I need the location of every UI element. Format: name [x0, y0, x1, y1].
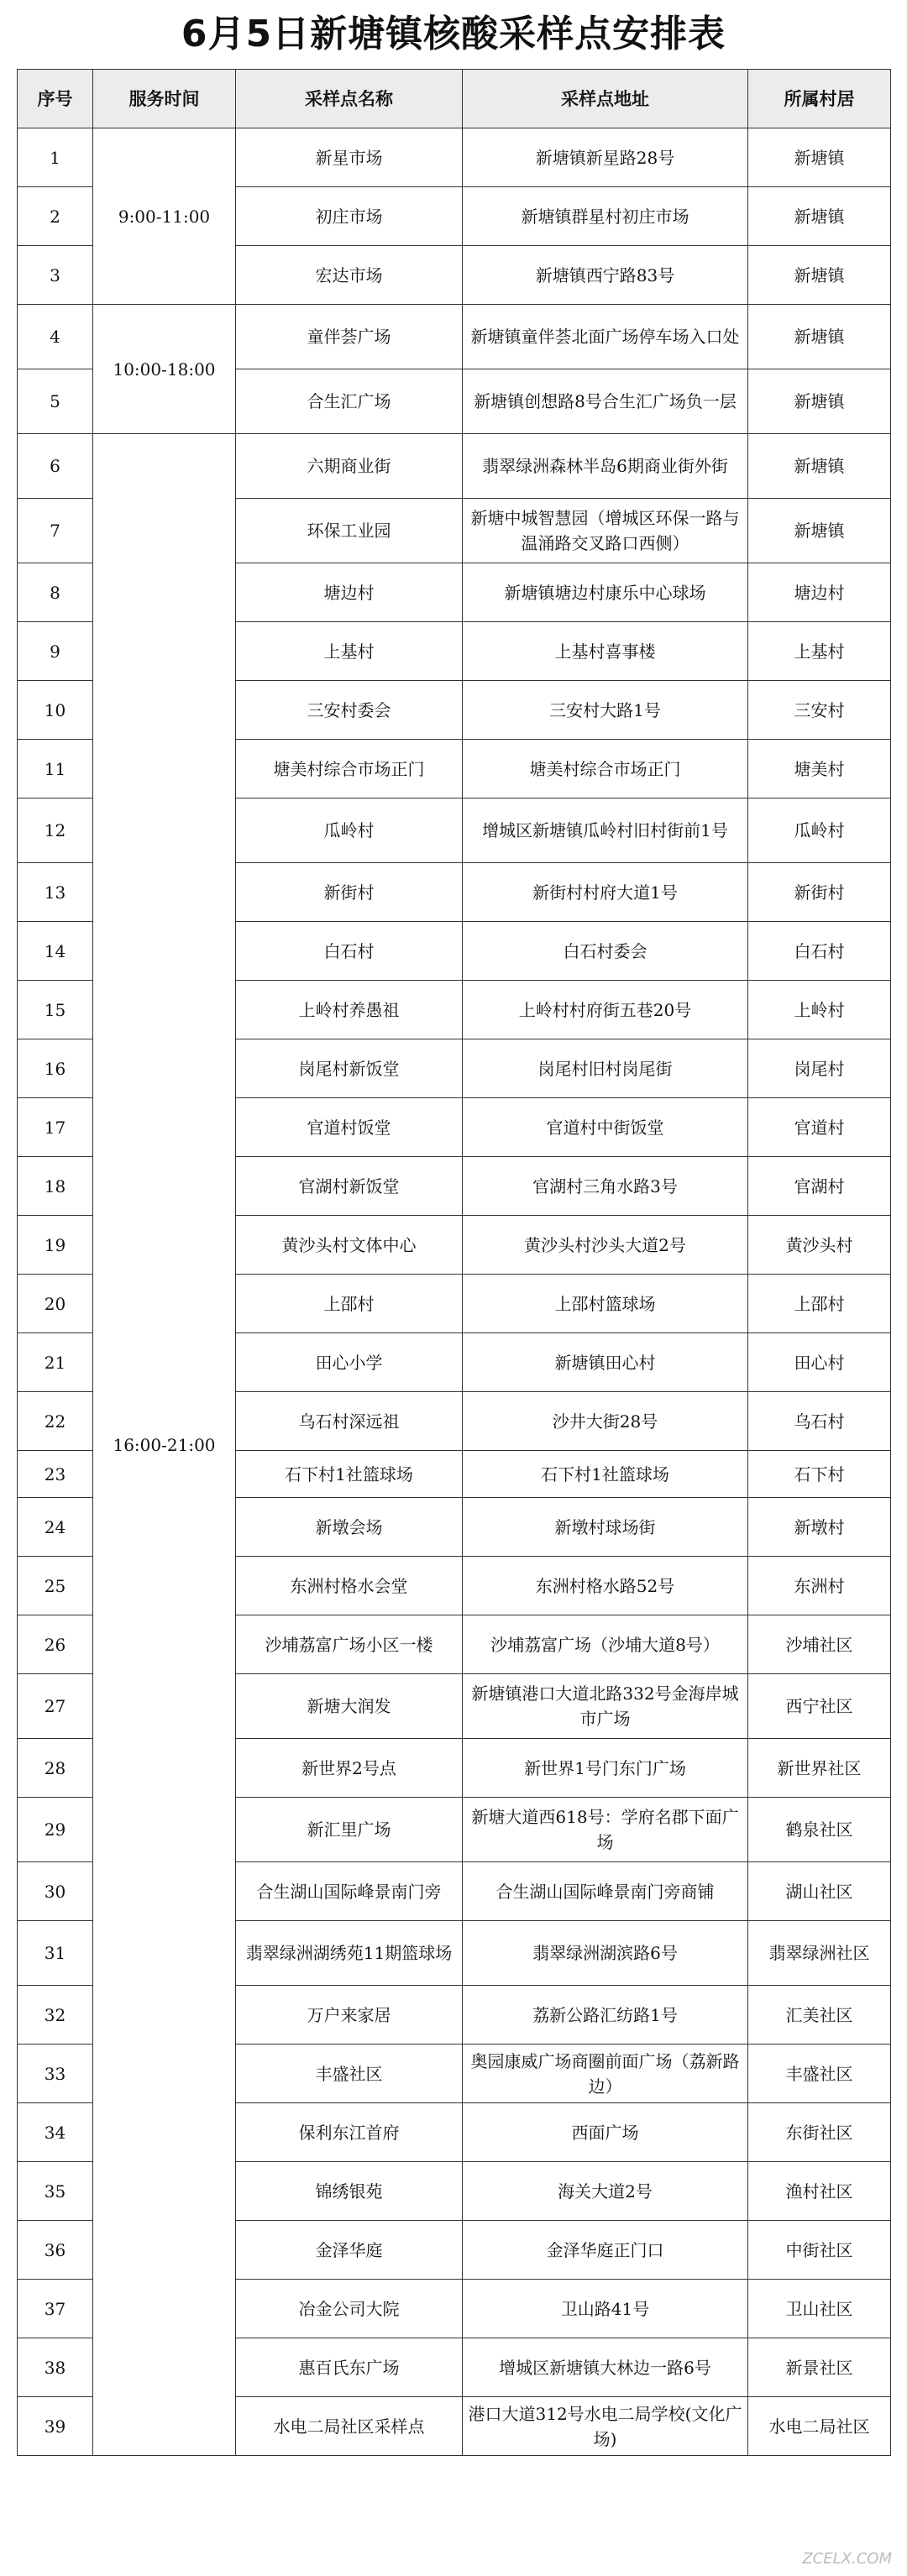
cell-site-name: 瓜岭村: [236, 798, 463, 863]
cell-site-address: 新街村村府大道1号: [463, 863, 748, 922]
cell-seq: 18: [18, 1157, 93, 1216]
cell-site-address: 新塘镇西宁路83号: [463, 246, 748, 305]
cell-seq: 23: [18, 1451, 93, 1498]
cell-site-address: 翡翠绿洲湖滨路6号: [463, 1921, 748, 1986]
cell-site-address: 上基村喜事楼: [463, 622, 748, 681]
cell-site-address: 白石村委会: [463, 922, 748, 981]
cell-site-name: 上邵村: [236, 1275, 463, 1333]
header-seq: 序号: [18, 70, 93, 128]
cell-site-address: 奥园康威广场商圈前面广场（荔新路边）: [463, 2045, 748, 2103]
table-body: [18, 128, 891, 2456]
header-address: 采样点地址: [463, 70, 748, 128]
cell-seq: 26: [18, 1615, 93, 1674]
cell-site-address: 塘美村综合市场正门: [463, 740, 748, 798]
cell-village: 丰盛社区: [748, 2045, 891, 2103]
cell-site-name: 惠百氏东广场: [236, 2338, 463, 2397]
cell-site-name: 官湖村新饭堂: [236, 1157, 463, 1216]
cell-site-name: 乌石村深远祖: [236, 1392, 463, 1451]
cell-site-address: 三安村大路1号: [463, 681, 748, 740]
watermark: ZCELX.COM: [802, 2550, 892, 2568]
cell-site-name: 六期商业街: [236, 434, 463, 499]
cell-seq: 29: [18, 1798, 93, 1862]
cell-seq: 17: [18, 1098, 93, 1157]
cell-village: 新塘镇: [748, 187, 891, 246]
cell-site-address: 新塘镇田心村: [463, 1333, 748, 1392]
cell-site-name: 白石村: [236, 922, 463, 981]
cell-site-address: 官湖村三角水路3号: [463, 1157, 748, 1216]
cell-site-name: 石下村1社篮球场: [236, 1451, 463, 1498]
cell-village: 乌石村: [748, 1392, 891, 1451]
cell-village: 上岭村: [748, 981, 891, 1039]
table-row: [18, 434, 891, 499]
cell-site-address: 西面广场: [463, 2103, 748, 2162]
cell-village: 中街社区: [748, 2221, 891, 2280]
cell-village: 翡翠绿洲社区: [748, 1921, 891, 1986]
header-name: 采样点名称: [236, 70, 463, 128]
cell-site-name: 万户来家居: [236, 1986, 463, 2045]
page-title: 6月5日新塘镇核酸采样点安排表: [181, 13, 726, 55]
cell-seq: 32: [18, 1986, 93, 2045]
cell-site-name: 合生湖山国际峰景南门旁: [236, 1862, 463, 1921]
cell-seq: 39: [18, 2397, 93, 2456]
cell-village: 新墩村: [748, 1498, 891, 1557]
cell-seq: 9: [18, 622, 93, 681]
cell-site-address: 金泽华庭正门口: [463, 2221, 748, 2280]
cell-site-address: 石下村1社篮球场: [463, 1451, 748, 1498]
header-village: 所属村居: [748, 70, 891, 128]
cell-site-name: 上基村: [236, 622, 463, 681]
cell-seq: 25: [18, 1557, 93, 1615]
cell-seq: 20: [18, 1275, 93, 1333]
cell-site-name: 锦绣银苑: [236, 2162, 463, 2221]
cell-seq: 16: [18, 1039, 93, 1098]
cell-village: 新世界社区: [748, 1739, 891, 1798]
cell-site-address: 新墩村球场街: [463, 1498, 748, 1557]
cell-site-address: 新塘镇新星路28号: [463, 128, 748, 187]
cell-site-address: 增城区新塘镇瓜岭村旧村街前1号: [463, 798, 748, 863]
cell-site-name: 水电二局社区采样点: [236, 2397, 463, 2456]
cell-village: 岗尾村: [748, 1039, 891, 1098]
cell-site-address: 增城区新塘镇大林边一路6号: [463, 2338, 748, 2397]
cell-site-name: 官道村饭堂: [236, 1098, 463, 1157]
cell-seq: 38: [18, 2338, 93, 2397]
cell-village: 黄沙头村: [748, 1216, 891, 1275]
header-time: 服务时间: [93, 70, 236, 128]
cell-site-name: 新世界2号点: [236, 1739, 463, 1798]
cell-village: 官湖村: [748, 1157, 891, 1216]
cell-seq: 27: [18, 1674, 93, 1739]
cell-seq: 5: [18, 369, 93, 434]
cell-site-address: 新塘镇群星村初庄市场: [463, 187, 748, 246]
table-header-row: [18, 70, 891, 128]
cell-seq: 4: [18, 305, 93, 369]
cell-site-address: 新塘镇创想路8号合生汇广场负一层: [463, 369, 748, 434]
cell-site-name: 保利东江首府: [236, 2103, 463, 2162]
cell-seq: 15: [18, 981, 93, 1039]
cell-seq: 12: [18, 798, 93, 863]
cell-seq: 19: [18, 1216, 93, 1275]
cell-seq: 22: [18, 1392, 93, 1451]
cell-site-name: 东洲村格水会堂: [236, 1557, 463, 1615]
cell-site-name: 新塘大润发: [236, 1674, 463, 1739]
cell-site-address: 合生湖山国际峰景南门旁商铺: [463, 1862, 748, 1921]
cell-village: 鹤泉社区: [748, 1798, 891, 1862]
cell-seq: 11: [18, 740, 93, 798]
cell-site-address: 岗尾村旧村岗尾街: [463, 1039, 748, 1098]
cell-site-name: 上岭村养愚祖: [236, 981, 463, 1039]
table-row: [18, 305, 891, 369]
cell-site-address: 沙埔荔富广场（沙埔大道8号）: [463, 1615, 748, 1674]
cell-village: 上基村: [748, 622, 891, 681]
cell-site-address: 沙井大街28号: [463, 1392, 748, 1451]
cell-village: 瓜岭村: [748, 798, 891, 863]
cell-site-address: 新塘镇童伴荟北面广场停车场入口处: [463, 305, 748, 369]
cell-seq: 31: [18, 1921, 93, 1986]
cell-site-name: 新街村: [236, 863, 463, 922]
cell-site-name: 新汇里广场: [236, 1798, 463, 1862]
cell-village: 新塘镇: [748, 246, 891, 305]
cell-seq: 8: [18, 563, 93, 622]
cell-seq: 24: [18, 1498, 93, 1557]
cell-village: 三安村: [748, 681, 891, 740]
cell-village: 西宁社区: [748, 1674, 891, 1739]
cell-site-address: 新塘镇港口大道北路332号金海岸城市广场: [463, 1674, 748, 1739]
cell-seq: 6: [18, 434, 93, 499]
cell-service-time: 16:00-21:00: [93, 434, 236, 2456]
cell-site-name: 岗尾村新饭堂: [236, 1039, 463, 1098]
cell-site-address: 海关大道2号: [463, 2162, 748, 2221]
cell-service-time: 9:00-11:00: [93, 128, 236, 305]
cell-village: 卫山社区: [748, 2280, 891, 2338]
cell-site-address: 新塘大道西618号：学府名郡下面广场: [463, 1798, 748, 1862]
cell-site-address: 上岭村村府街五巷20号: [463, 981, 748, 1039]
cell-site-name: 新墩会场: [236, 1498, 463, 1557]
cell-village: 塘美村: [748, 740, 891, 798]
cell-seq: 36: [18, 2221, 93, 2280]
cell-site-address: 黄沙头村沙头大道2号: [463, 1216, 748, 1275]
cell-site-name: 冶金公司大院: [236, 2280, 463, 2338]
cell-service-time: 10:00-18:00: [93, 305, 236, 434]
cell-village: 新塘镇: [748, 434, 891, 499]
cell-site-name: 宏达市场: [236, 246, 463, 305]
cell-site-name: 沙埔荔富广场小区一楼: [236, 1615, 463, 1674]
cell-seq: 37: [18, 2280, 93, 2338]
cell-seq: 33: [18, 2045, 93, 2103]
cell-village: 东洲村: [748, 1557, 891, 1615]
cell-site-name: 环保工业园: [236, 499, 463, 563]
cell-village: 新景社区: [748, 2338, 891, 2397]
cell-village: 汇美社区: [748, 1986, 891, 2045]
cell-seq: 7: [18, 499, 93, 563]
cell-village: 塘边村: [748, 563, 891, 622]
cell-seq: 10: [18, 681, 93, 740]
cell-site-address: 卫山路41号: [463, 2280, 748, 2338]
cell-seq: 34: [18, 2103, 93, 2162]
cell-site-address: 翡翠绿洲森林半岛6期商业街外街: [463, 434, 748, 499]
cell-village: 东街社区: [748, 2103, 891, 2162]
cell-village: 新街村: [748, 863, 891, 922]
cell-village: 沙埔社区: [748, 1615, 891, 1674]
cell-village: 渔村社区: [748, 2162, 891, 2221]
cell-site-name: 塘美村综合市场正门: [236, 740, 463, 798]
cell-site-name: 塘边村: [236, 563, 463, 622]
cell-seq: 13: [18, 863, 93, 922]
cell-village: 新塘镇: [748, 369, 891, 434]
table-row: [18, 128, 891, 187]
cell-village: 新塘镇: [748, 305, 891, 369]
cell-village: 新塘镇: [748, 128, 891, 187]
cell-seq: 14: [18, 922, 93, 981]
cell-site-address: 荔新公路汇纺路1号: [463, 1986, 748, 2045]
cell-site-name: 金泽华庭: [236, 2221, 463, 2280]
cell-village: 湖山社区: [748, 1862, 891, 1921]
cell-village: 水电二局社区: [748, 2397, 891, 2456]
cell-seq: 2: [18, 187, 93, 246]
cell-site-name: 新星市场: [236, 128, 463, 187]
cell-site-address: 东洲村格水路52号: [463, 1557, 748, 1615]
cell-site-name: 初庄市场: [236, 187, 463, 246]
cell-village: 上邵村: [748, 1275, 891, 1333]
cell-site-name: 翡翠绿洲湖绣苑11期篮球场: [236, 1921, 463, 1986]
cell-village: 田心村: [748, 1333, 891, 1392]
cell-seq: 35: [18, 2162, 93, 2221]
cell-site-address: 新塘镇塘边村康乐中心球场: [463, 563, 748, 622]
cell-site-address: 港口大道312号水电二局学校(文化广场): [463, 2397, 748, 2456]
cell-seq: 1: [18, 128, 93, 187]
cell-village: 新塘镇: [748, 499, 891, 563]
cell-seq: 21: [18, 1333, 93, 1392]
sampling-schedule-table: [17, 69, 891, 2456]
cell-seq: 28: [18, 1739, 93, 1798]
cell-site-name: 黄沙头村文体中心: [236, 1216, 463, 1275]
cell-site-address: 官道村中街饭堂: [463, 1098, 748, 1157]
cell-site-name: 田心小学: [236, 1333, 463, 1392]
cell-village: 石下村: [748, 1451, 891, 1498]
cell-seq: 3: [18, 246, 93, 305]
cell-site-address: 新塘中城智慧园（增城区环保一路与温涌路交叉路口西侧）: [463, 499, 748, 563]
cell-site-name: 丰盛社区: [236, 2045, 463, 2103]
cell-village: 官道村: [748, 1098, 891, 1157]
cell-site-name: 童伴荟广场: [236, 305, 463, 369]
cell-site-name: 三安村委会: [236, 681, 463, 740]
cell-site-address: 新世界1号门东门广场: [463, 1739, 748, 1798]
cell-seq: 30: [18, 1862, 93, 1921]
cell-site-name: 合生汇广场: [236, 369, 463, 434]
cell-village: 白石村: [748, 922, 891, 981]
cell-site-address: 上邵村篮球场: [463, 1275, 748, 1333]
